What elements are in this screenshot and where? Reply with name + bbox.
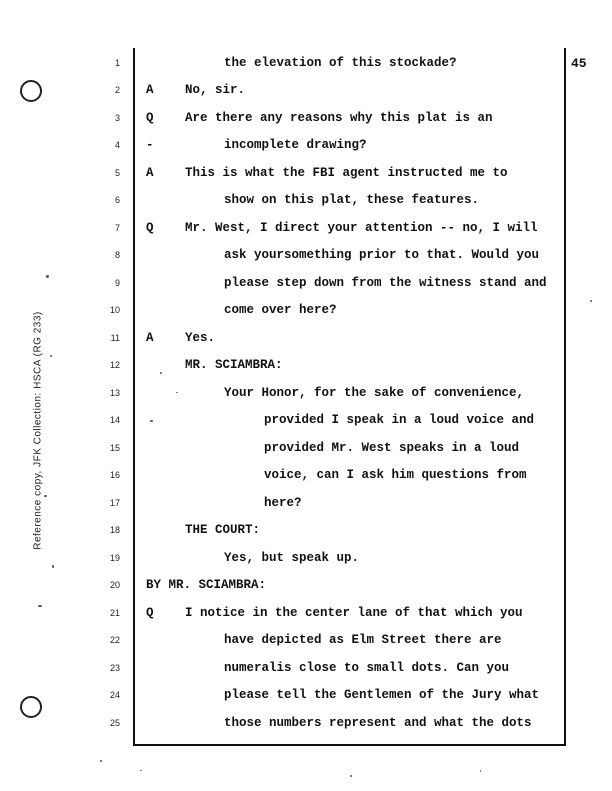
transcript-line: No, sir. bbox=[185, 83, 246, 97]
page-number: 45 bbox=[571, 56, 587, 71]
transcript-line: MR. SCIAMBRA: bbox=[185, 358, 283, 372]
transcript-line: THE COURT: bbox=[185, 523, 261, 537]
speaker-label: Q bbox=[146, 606, 154, 620]
speaker-label: A bbox=[146, 83, 154, 97]
bottom-rule bbox=[133, 744, 566, 746]
transcript-line: provided I speak in a loud voice and bbox=[264, 413, 535, 427]
line-number: 21 bbox=[109, 608, 120, 618]
transcript-line: This is what the FBI agent instructed me to bbox=[185, 166, 508, 180]
line-number: 5 bbox=[114, 168, 120, 178]
line-number: 7 bbox=[114, 223, 120, 233]
transcript-line: have depicted as Elm Street there are bbox=[224, 633, 502, 647]
transcript-line: Mr. West, I direct your attention -- no, I will bbox=[185, 221, 538, 235]
transcript-line: come over here? bbox=[224, 303, 337, 317]
line-number: 2 bbox=[114, 85, 120, 95]
transcript-line: Yes. bbox=[185, 331, 216, 345]
line-number: 25 bbox=[109, 718, 120, 728]
transcript-line: here? bbox=[264, 496, 302, 510]
transcript-line: please tell the Gentlemen of the Jury what bbox=[224, 688, 540, 702]
transcript-line: those numbers represent and what the dots bbox=[224, 716, 532, 730]
line-number: 6 bbox=[114, 195, 120, 205]
line-number: 14 bbox=[109, 415, 120, 425]
line-number: 4 bbox=[114, 140, 120, 150]
transcript-line: voice, can I ask him questions from bbox=[264, 468, 527, 482]
transcript-line: provided Mr. West speaks in a loud bbox=[264, 441, 520, 455]
line-number: 20 bbox=[109, 580, 120, 590]
transcript-line: I notice in the center lane of that which you bbox=[185, 606, 523, 620]
transcript-line: Your Honor, for the sake of convenience, bbox=[224, 386, 525, 400]
line-number: 10 bbox=[109, 305, 120, 315]
reference-stamp-strip bbox=[8, 235, 58, 645]
punch-hole-top bbox=[20, 80, 42, 102]
transcript-line: the elevation of this stockade? bbox=[224, 56, 457, 70]
line-number: 12 bbox=[109, 360, 120, 370]
line-number: 24 bbox=[109, 690, 120, 700]
line-number: 1 bbox=[114, 58, 120, 68]
line-number: 13 bbox=[109, 388, 120, 398]
speaker-label: Q bbox=[146, 111, 154, 125]
line-number: 17 bbox=[109, 498, 120, 508]
line-number: 11 bbox=[110, 333, 120, 343]
line-number: 3 bbox=[114, 113, 120, 123]
line-number: 16 bbox=[109, 470, 120, 480]
transcript-line: ask yoursomething prior to that. Would you bbox=[224, 248, 540, 262]
transcript-line: incomplete drawing? bbox=[224, 138, 367, 152]
transcript-line: Yes, but speak up. bbox=[224, 551, 360, 565]
speaker-label: Q bbox=[146, 221, 154, 235]
punch-hole-bottom bbox=[20, 696, 42, 718]
transcript-line: Are there any reasons why this plat is an bbox=[185, 111, 493, 125]
transcript-line: numeralis close to small dots. Can you bbox=[224, 661, 510, 675]
speaker-label: A bbox=[146, 331, 154, 345]
transcript-line: please step down from the witness stand and bbox=[224, 276, 547, 290]
right-margin-rule bbox=[564, 48, 566, 745]
left-margin-rule bbox=[133, 48, 135, 745]
line-number: 9 bbox=[114, 278, 120, 288]
speaker-label: A bbox=[146, 166, 154, 180]
line-number: 19 bbox=[109, 553, 120, 563]
line-number: 15 bbox=[109, 443, 120, 453]
line-number: 18 bbox=[109, 525, 120, 535]
line-number: 23 bbox=[109, 663, 120, 673]
line-number: 22 bbox=[109, 635, 120, 645]
reference-copy-text: Reference copy, JFK Collection: HSCA (RG 233) bbox=[32, 311, 44, 550]
transcript-line: show on this plat, these features. bbox=[224, 193, 480, 207]
speaker-label: - bbox=[146, 138, 154, 152]
line-number: 8 bbox=[114, 250, 120, 260]
transcript-line: BY MR. SCIAMBRA: bbox=[146, 578, 267, 592]
